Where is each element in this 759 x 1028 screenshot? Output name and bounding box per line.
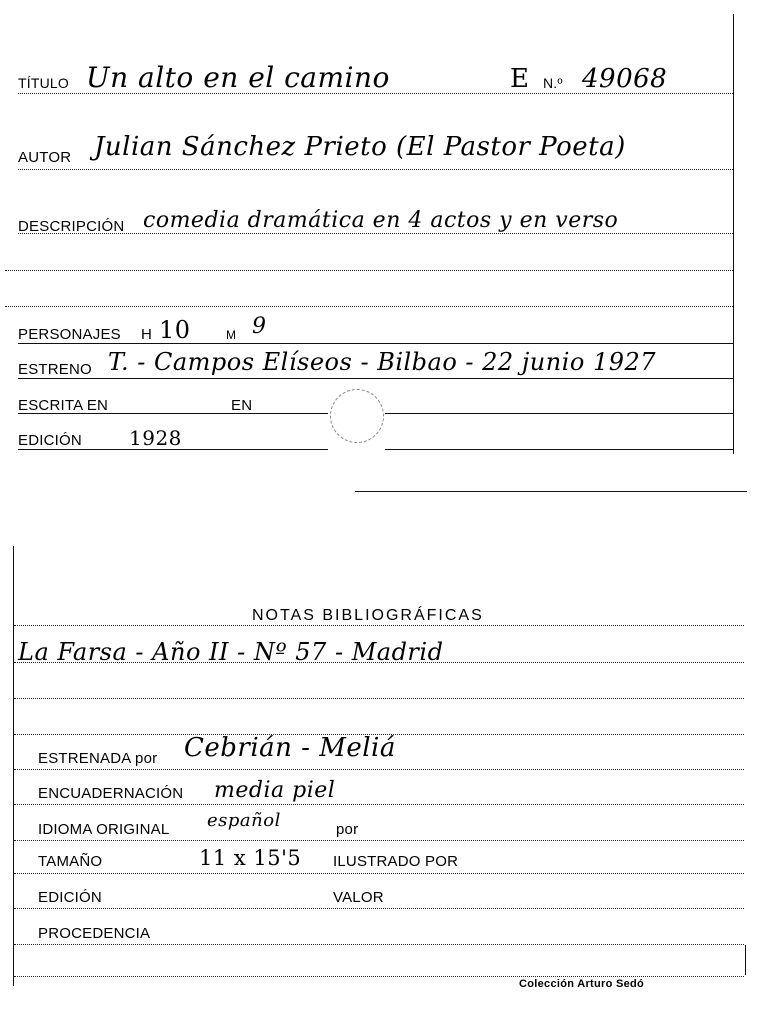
personajes-m-label: M (226, 328, 237, 342)
registro-label: N.º (543, 75, 563, 91)
descripcion-label: DESCRIPCIÓN (18, 218, 125, 235)
edicion-label: EDICIÓN (18, 432, 82, 449)
personajes-m-value: 9 (252, 314, 267, 339)
registro-letter: E (510, 64, 530, 94)
idioma-value: español (207, 810, 281, 831)
rule-line (5, 270, 733, 271)
idioma-por-label: por (336, 821, 359, 838)
tamano-value: 11 x 15'5 (199, 846, 302, 870)
encuadernacion-label: ENCUADERNACIÓN (38, 785, 184, 802)
rule-line (14, 662, 744, 663)
rule-line (14, 625, 744, 626)
tamano-label: TAMAÑO (38, 853, 103, 870)
valor-label: VALOR (333, 889, 384, 906)
personajes-label: PERSONAJES (18, 326, 121, 343)
nota-value: La Farsa - Año II - Nº 57 - Madrid (18, 638, 444, 666)
rule-line (14, 908, 744, 909)
rule-line (14, 873, 744, 874)
rule-line (14, 804, 744, 805)
rule-line (385, 449, 733, 450)
card-edge (745, 945, 746, 975)
rule-line (5, 306, 733, 307)
estreno-value: T. - Campos Elíseos - Bilbao - 22 junio 1927 (108, 348, 657, 376)
rule-line (14, 769, 744, 770)
procedencia-label: PROCEDENCIA (38, 925, 151, 942)
idioma-label: IDIOMA ORIGINAL (38, 821, 170, 838)
ilustrado-por-label: ILUSTRADO POR (333, 853, 459, 870)
rule-line (14, 976, 744, 977)
edicion-label-2: EDICIÓN (38, 889, 102, 906)
personajes-h-label: H (141, 326, 153, 343)
rule-line (18, 169, 733, 170)
edicion-value: 1928 (129, 426, 182, 450)
rule-line (14, 698, 744, 699)
estrenada-por-value: Cebrián - Meliá (184, 733, 396, 763)
titulo-value: Un alto en el camino (86, 61, 390, 94)
catalog-card-bottom (0, 540, 759, 1010)
notas-title: NOTAS BIBLIOGRÁFICAS (252, 607, 484, 624)
estrenada-por-label: ESTRENADA por (38, 750, 158, 767)
autor-label: AUTOR (18, 149, 72, 166)
punch-hole (330, 389, 384, 443)
rule-line (14, 944, 744, 945)
rule-line (18, 343, 733, 344)
rule-line (355, 491, 747, 492)
encuadernacion-value: media piel (214, 778, 336, 803)
escrita-en-en-label: EN (231, 397, 253, 414)
card-edge (733, 14, 734, 454)
descripcion-value: comedia dramática en 4 actos y en verso (143, 208, 619, 233)
personajes-h-value: 10 (159, 316, 191, 344)
rule-line (18, 233, 733, 234)
catalog-card-top (0, 0, 759, 500)
rule-line (18, 378, 733, 379)
rule-line (385, 413, 733, 414)
escrita-en-label: ESCRITA EN (18, 397, 109, 414)
titulo-label: TÍTULO (18, 75, 69, 91)
estreno-label: ESTRENO (18, 361, 92, 378)
collection-stamp: Colección Arturo Sedó (519, 978, 645, 990)
card-edge (13, 546, 14, 986)
rule-line (14, 840, 744, 841)
autor-value: Julian Sánchez Prieto (El Pastor Poeta) (94, 132, 626, 162)
registro-value: 49068 (582, 64, 668, 94)
